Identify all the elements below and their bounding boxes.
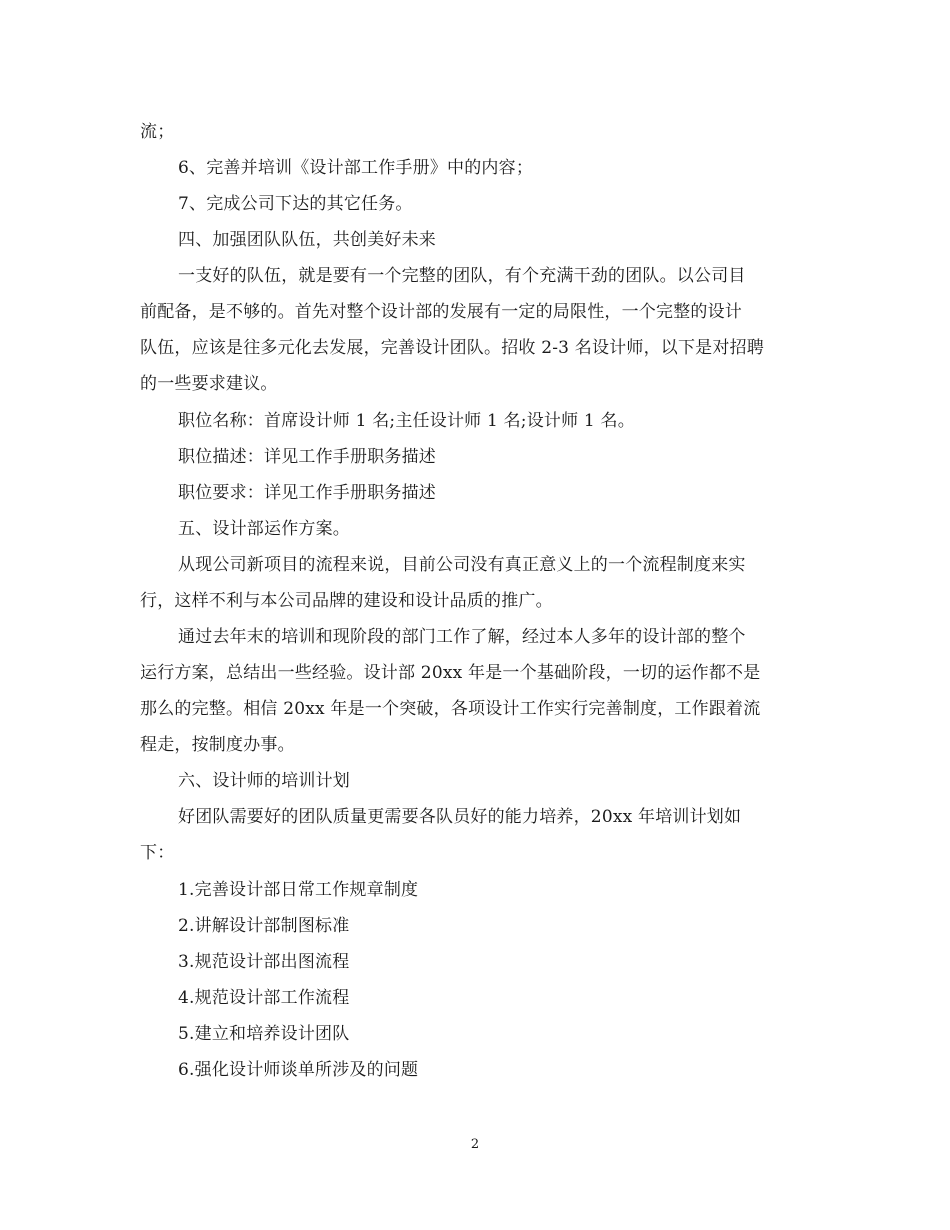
text-line-16: 运行方案，总结出一些经验。设计部 20xx 年是一个基础阶段，一切的运作都不是 <box>140 663 761 683</box>
training-item-1: 1.完善设计部日常工作规章制度 <box>178 880 419 900</box>
text-line-15: 通过去年末的培训和现阶段的部门工作了解，经过本人多年的设计部的整个 <box>178 627 746 647</box>
training-item-6: 6.强化设计师谈单所涉及的问题 <box>178 1060 419 1080</box>
text-line-3: 7、完成公司下达的其它任务。 <box>178 194 413 214</box>
training-item-4: 4.规范设计部工作流程 <box>178 988 350 1008</box>
position-title-line: 职位名称：首席设计师 1 名;主任设计师 1 名;设计师 1 名。 <box>178 411 635 431</box>
text-line-18: 程走，按制度办事。 <box>140 735 295 755</box>
section-heading-5: 五、设计部运作方案。 <box>178 519 350 539</box>
text-line-21: 下： <box>140 843 175 863</box>
text-line-2: 6、完善并培训《设计部工作手册》中的内容； <box>178 158 534 178</box>
training-item-3: 3.规范设计部出图流程 <box>178 952 350 972</box>
text-line-7: 队伍，应该是往多元化去发展，完善设计团队。招收 2-3 名设计师，以下是对招聘 <box>140 338 764 358</box>
text-line-17: 那么的完整。相信 20xx 年是一个突破，各项设计工作实行完善制度，工作跟着流 <box>140 699 761 719</box>
section-heading-6: 六、设计师的培训计划 <box>178 771 350 791</box>
position-requirement-line: 职位要求：详见工作手册职务描述 <box>178 483 436 503</box>
section-heading-4: 四、加强团队队伍，共创美好未来 <box>178 230 436 250</box>
text-line-13: 从现公司新项目的流程来说，目前公司没有真正意义上的一个流程制度来实 <box>178 555 746 575</box>
text-line-5: 一支好的队伍，就是要有一个完整的团队，有个充满干劲的团队。以公司目 <box>178 266 746 286</box>
text-line-1: 流； <box>140 122 175 142</box>
text-line-20: 好团队需要好的团队质量更需要各队员好的能力培养，20xx 年培训计划如 <box>178 807 742 827</box>
training-item-5: 5.建立和培养设计团队 <box>178 1024 350 1044</box>
training-item-2: 2.讲解设计部制图标准 <box>178 916 350 936</box>
text-line-8: 的一些要求建议。 <box>140 374 278 394</box>
position-description-line: 职位描述：详见工作手册职务描述 <box>178 447 436 467</box>
page-number: 2 <box>470 1137 480 1152</box>
text-line-6: 前配备，是不够的。首先对整个设计部的发展有一定的局限性，一个完整的设计 <box>140 302 742 322</box>
text-line-14: 行，这样不利与本公司品牌的建设和设计品质的推广。 <box>140 591 553 611</box>
